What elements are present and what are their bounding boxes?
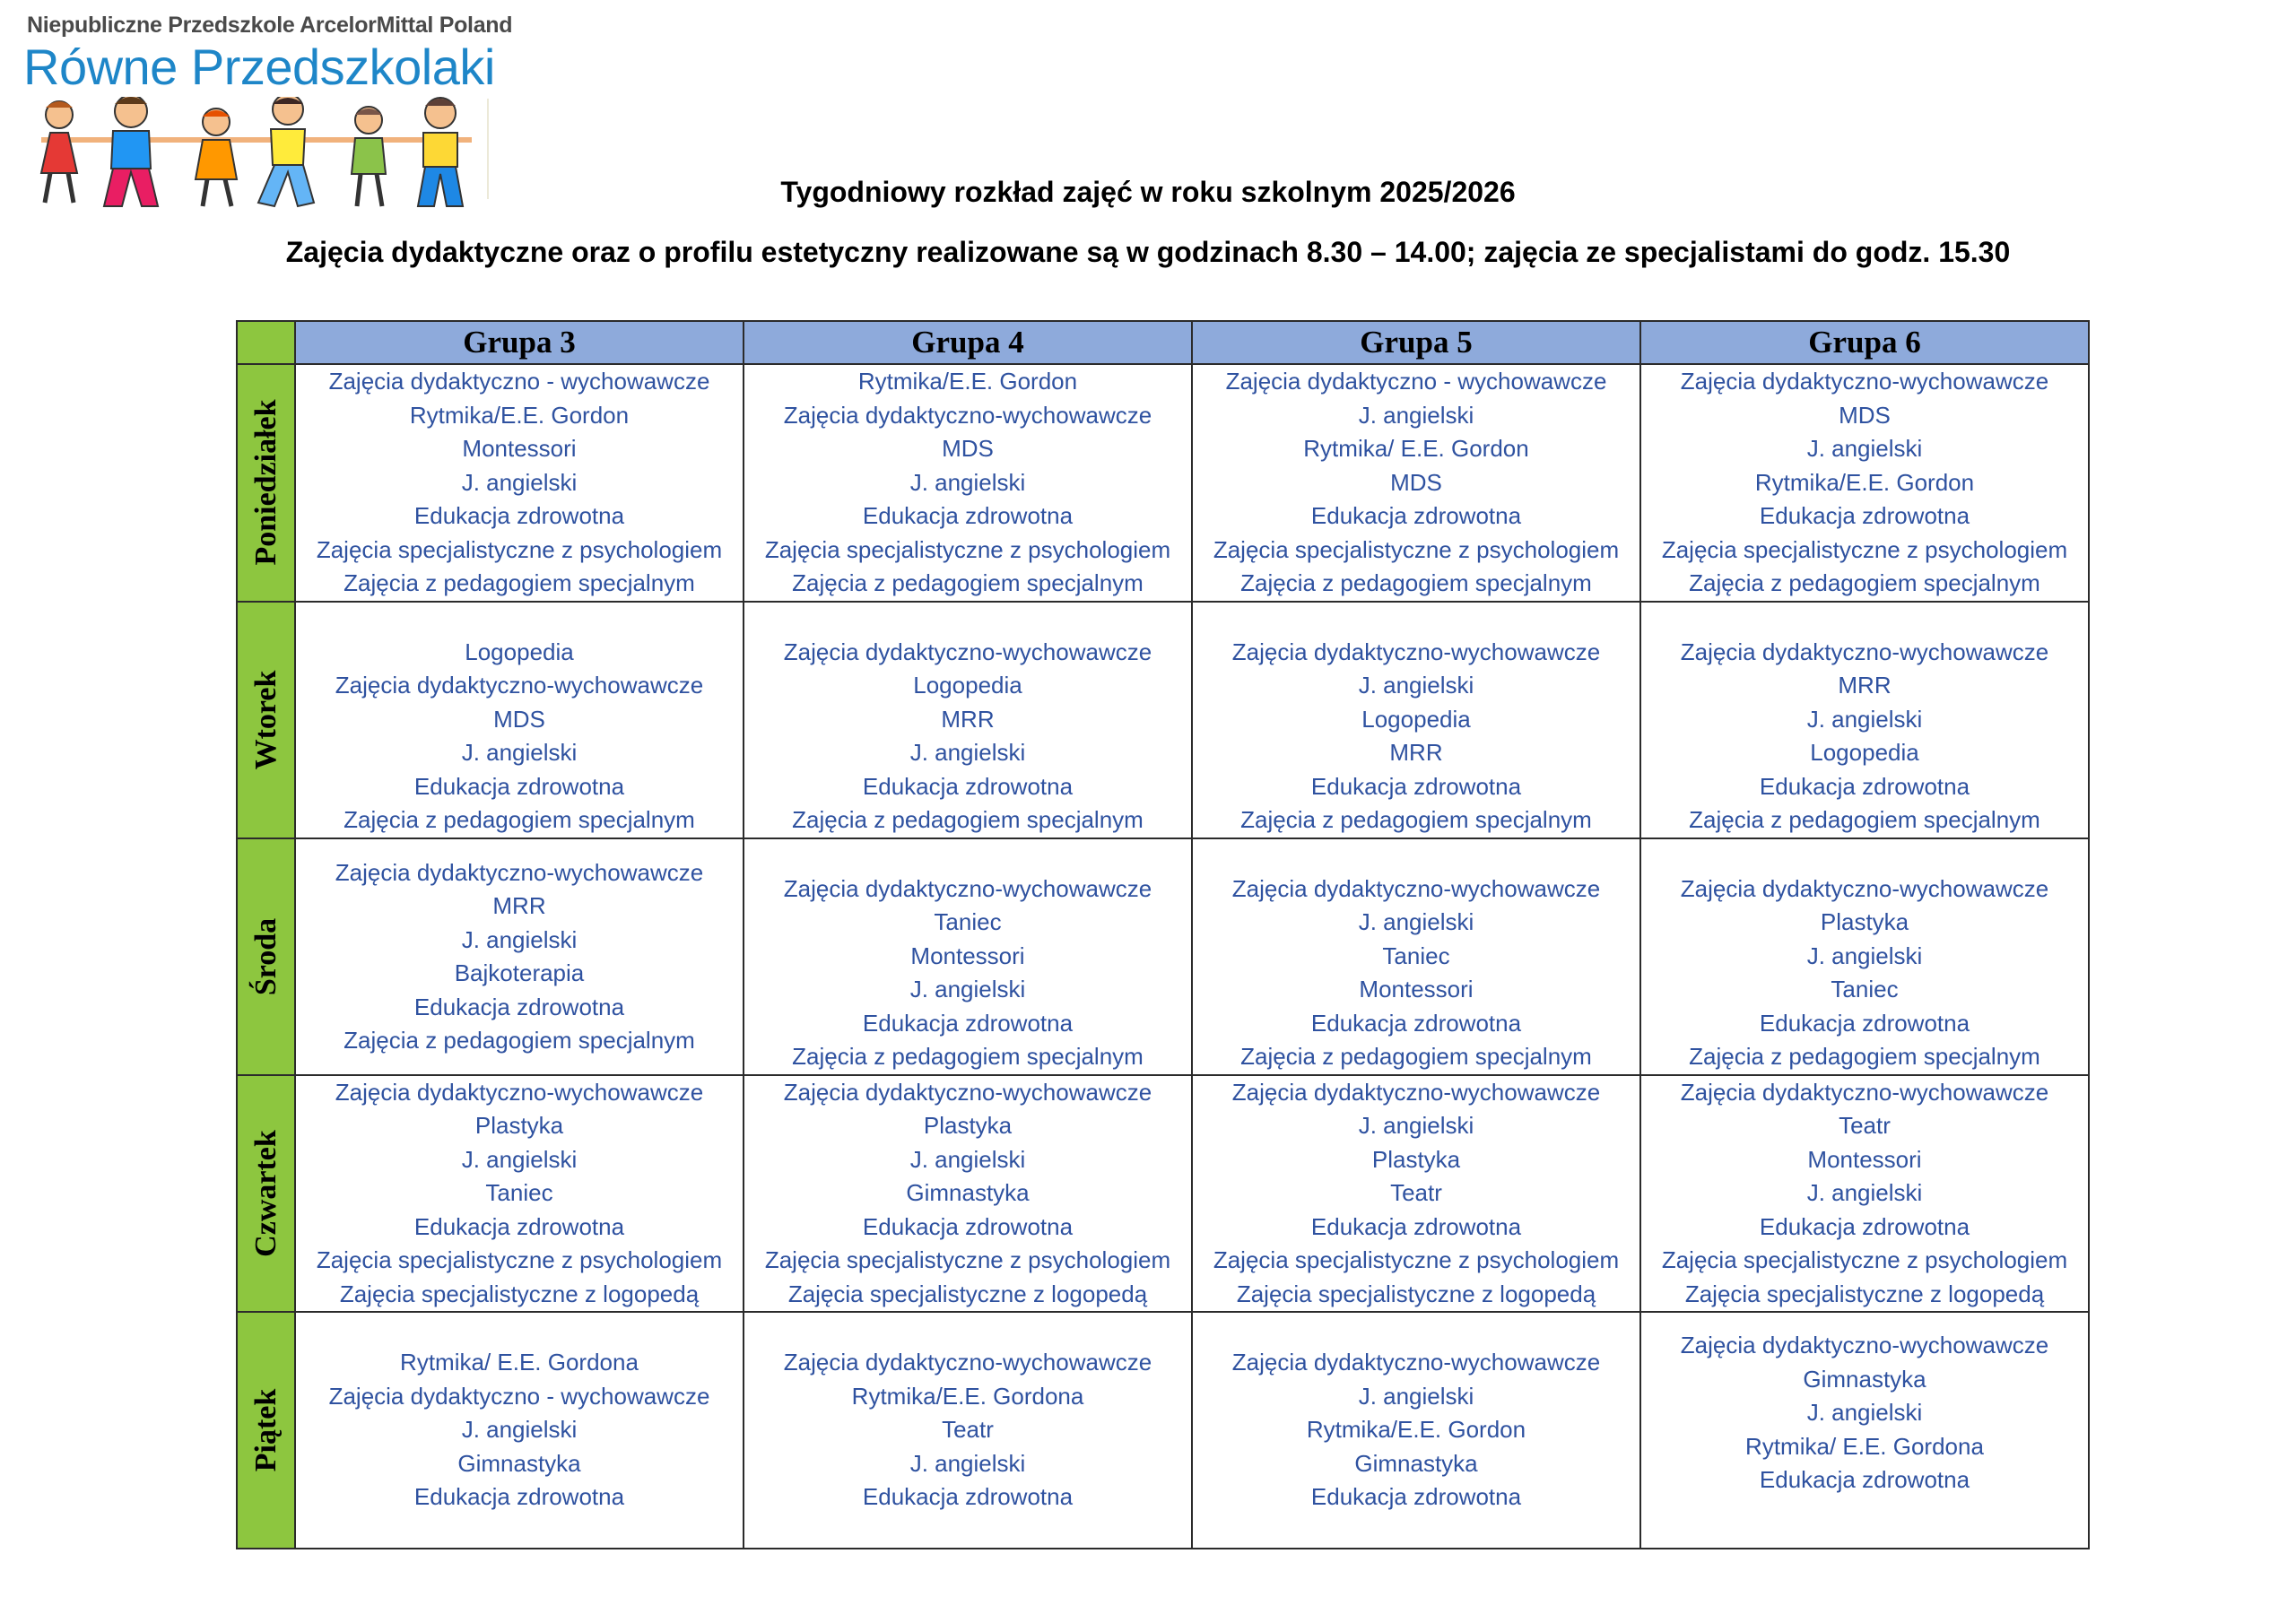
activity-item: J. angielski (1358, 1112, 1474, 1139)
activity-item: Plastyka (474, 1112, 564, 1139)
activity-item: Zajęcia dydaktyczno-wychowawcze (335, 672, 704, 699)
activity-item: Zajęcia z pedagogiem specjalnym (344, 1027, 695, 1054)
activity-item: J. angielski (909, 468, 1026, 496)
header-corner (237, 321, 295, 364)
group-header: Grupa 6 (1640, 321, 2089, 364)
schedule-cell (744, 1312, 1192, 1549)
day-row-poniedzialek (237, 364, 2089, 602)
activity-item: Edukacja zdrowotna (862, 1212, 1074, 1240)
activity-item: Montessori (1359, 976, 1474, 1002)
activity-item: Edukacja zdrowotna (1310, 1009, 1522, 1037)
day-label-cell (237, 602, 295, 838)
schedule-cell (744, 838, 1192, 1075)
activity-item: Taniec (934, 908, 1002, 935)
day-row-sroda (237, 838, 2089, 1075)
activity-item: Zajęcia dydaktyczno - wychowawcze (328, 368, 710, 395)
activity-item: Plastyka (923, 1112, 1013, 1139)
schedule-cell (295, 1312, 744, 1549)
activity-item: Montessori (462, 435, 577, 462)
activity-item: Edukacja zdrowotna (862, 1483, 1074, 1510)
activity-item: Zajęcia specjalistyczne z logopedą (339, 1280, 700, 1307)
day-row-czwartek (237, 1075, 2089, 1313)
day-row-piatek (237, 1312, 2089, 1549)
activity-item: Zajęcia dydaktyczno-wychowawcze (1231, 1078, 1601, 1106)
activity-item: Zajęcia dydaktyczno-wychowawcze (335, 1078, 704, 1106)
activity-item: Edukacja zdrowotna (862, 772, 1074, 800)
activity-item: Edukacja zdrowotna (413, 502, 625, 529)
activity-item: Rytmika/ E.E. Gordon (1303, 435, 1529, 462)
activity-item: Zajęcia dydaktyczno-wychowawcze (1231, 638, 1601, 665)
activity-item: Zajęcia specjalistyczne z logopedą (787, 1280, 1148, 1307)
group-header: Grupa 4 (744, 321, 1192, 364)
day-label: Czwartek (248, 1129, 283, 1257)
activity-item: Edukacja zdrowotna (1759, 1009, 1970, 1037)
activity-item: Edukacja zdrowotna (413, 993, 625, 1020)
schedule-cell (295, 602, 744, 838)
activity-item: MDS (493, 705, 545, 733)
activity-item: Montessori (910, 942, 1025, 969)
activity-item: Zajęcia z pedagogiem specjalnym (792, 569, 1144, 596)
activity-item: Zajęcia dydaktyczno-wychowawcze (1680, 1078, 2049, 1106)
activity-item: Zajęcia dydaktyczno-wychowawcze (1680, 368, 2049, 395)
activity-item: Rytmika/E.E. Gordon (857, 368, 1078, 395)
activity-item: Edukacja zdrowotna (1759, 1212, 1970, 1240)
schedule-cell (1640, 838, 2089, 1075)
activity-item: J. angielski (461, 1416, 578, 1443)
activity-item: Zajęcia dydaktyczno-wychowawcze (783, 1078, 1152, 1106)
activity-item: J. angielski (1806, 435, 1923, 462)
schedule-cell (744, 602, 1192, 838)
activity-item: Zajęcia z pedagogiem specjalnym (1240, 569, 1592, 596)
day-label: Poniedziałek (248, 399, 283, 566)
activity-item: Bajkoterapia (454, 959, 585, 986)
activity-item: Rytmika/E.E. Gordona (851, 1382, 1084, 1410)
activity-item: Zajęcia dydaktyczno-wychowawcze (1680, 874, 2049, 902)
weekly-schedule-table (236, 320, 2090, 1549)
activity-item: J. angielski (909, 739, 1026, 766)
activity-item: Zajęcia specjalistyczne z psychologiem (1213, 1246, 1620, 1273)
activity-item: Zajęcia dydaktyczno - wychowawcze (328, 1382, 710, 1410)
activity-item: MDS (1390, 468, 1442, 496)
activity-item: Zajęcia specjalistyczne z psychologiem (1661, 1246, 2068, 1273)
activity-item: Zajęcia z pedagogiem specjalnym (1240, 806, 1592, 833)
schedule-cell (1192, 364, 1640, 602)
activity-item: J. angielski (909, 1449, 1026, 1477)
logo-org-line: Niepubliczne Przedszkole ArcelorMittal Poland (27, 13, 513, 38)
schedule-cell (1640, 1312, 2089, 1549)
activity-item: Zajęcia specjalistyczne z psychologiem (764, 1246, 1171, 1273)
activity-item: Zajęcia dydaktyczno-wychowawcze (783, 638, 1152, 665)
activity-item: Zajęcia z pedagogiem specjalnym (792, 1043, 1144, 1070)
activity-item: Zajęcia z pedagogiem specjalnym (1689, 1043, 2040, 1070)
activity-item: MRR (941, 705, 995, 733)
activity-item: Zajęcia dydaktyczno-wychowawcze (1680, 638, 2049, 665)
activity-item: Zajęcia dydaktyczno-wychowawcze (1231, 1349, 1601, 1376)
activity-item: Montessori (1807, 1145, 1922, 1173)
activity-item: Zajęcia z pedagogiem specjalnym (344, 569, 695, 596)
activity-item: J. angielski (461, 1145, 578, 1173)
activity-item: J. angielski (1806, 705, 1923, 733)
activity-item: Teatr (942, 1416, 994, 1443)
activity-item: MDS (1839, 401, 1891, 429)
activity-item: Zajęcia dydaktyczno-wychowawcze (783, 401, 1152, 429)
activity-item: Edukacja zdrowotna (1310, 502, 1522, 529)
activity-item: Edukacja zdrowotna (1310, 1483, 1522, 1510)
activity-item: Zajęcia specjalistyczne z logopedą (1236, 1280, 1596, 1307)
activity-item: Rytmika/E.E. Gordon (1306, 1416, 1526, 1443)
activity-item: J. angielski (461, 925, 578, 953)
schedule-cell (1192, 1075, 1640, 1313)
activity-item: Rytmika/E.E. Gordon (1754, 468, 1975, 496)
activity-item: Zajęcia dydaktyczno-wychowawcze (783, 874, 1152, 902)
activity-item: J. angielski (1358, 401, 1474, 429)
activity-item: Rytmika/ E.E. Gordona (400, 1349, 639, 1376)
activity-item: Edukacja zdrowotna (862, 502, 1074, 529)
day-label: Środa (248, 917, 283, 995)
activity-item: Zajęcia dydaktyczno-wychowawcze (1231, 874, 1601, 902)
activity-item: J. angielski (461, 468, 578, 496)
activity-item: Zajęcia z pedagogiem specjalnym (1689, 569, 2040, 596)
activity-item: Edukacja zdrowotna (1759, 502, 1970, 529)
day-label: Piątek (248, 1388, 283, 1472)
activity-item: Taniec (1831, 976, 1899, 1002)
activity-item: Zajęcia dydaktyczno-wychowawcze (783, 1349, 1152, 1376)
activity-item: MRR (1389, 739, 1443, 766)
schedule-title: Tygodniowy rozkład zajęć w roku szkolnym 2025/2026 (780, 176, 1516, 208)
activity-item: Rytmika/E.E. Gordon (409, 401, 630, 429)
group-header-row (237, 321, 2089, 364)
activity-item: J. angielski (1358, 672, 1474, 699)
activity-item: Zajęcia dydaktyczno - wychowawcze (1225, 368, 1607, 395)
activity-item: J. angielski (1358, 908, 1474, 935)
schedule-cell (744, 364, 1192, 602)
schedule-cell (1192, 602, 1640, 838)
day-label-cell (237, 1312, 295, 1549)
activity-item: Zajęcia specjalistyczne z psychologiem (1213, 535, 1620, 563)
activity-item: Logopedia (465, 638, 574, 665)
day-label: Wtorek (248, 670, 283, 769)
activity-item: Logopedia (1361, 705, 1471, 733)
schedule-cell (1640, 1075, 2089, 1313)
activity-item: Logopedia (1810, 739, 1919, 766)
activity-item: Edukacja zdrowotna (1759, 1466, 1970, 1493)
activity-item: J. angielski (1806, 1179, 1923, 1206)
activity-item: Taniec (485, 1179, 553, 1206)
activity-item: J. angielski (1806, 942, 1923, 969)
schedule-cell (295, 1075, 744, 1313)
activity-item: Edukacja zdrowotna (413, 772, 625, 800)
activity-item: Gimnastyka (906, 1179, 1030, 1206)
activity-item: MRR (1838, 672, 1892, 699)
activity-item: Edukacja zdrowotna (1310, 1212, 1522, 1240)
activity-item: Zajęcia z pedagogiem specjalnym (792, 806, 1144, 833)
activity-item: J. angielski (909, 1145, 1026, 1173)
activity-item: Edukacja zdrowotna (1310, 772, 1522, 800)
activity-item: MDS (942, 435, 994, 462)
activity-item: J. angielski (1358, 1382, 1474, 1410)
activity-item: Zajęcia specjalistyczne z psychologiem (316, 535, 723, 563)
day-label-cell (237, 364, 295, 602)
day-row-wtorek (237, 602, 2089, 838)
activity-item: Zajęcia specjalistyczne z psychologiem (764, 535, 1171, 563)
activity-item: Zajęcia specjalistyczne z psychologiem (316, 1246, 723, 1273)
activity-item: Zajęcia z pedagogiem specjalnym (1689, 806, 2040, 833)
activity-item: J. angielski (461, 739, 578, 766)
schedule-cell (1640, 364, 2089, 602)
schedule-cell (295, 838, 744, 1075)
activity-item: Teatr (1390, 1179, 1442, 1206)
day-label-cell (237, 1075, 295, 1313)
activity-item: Zajęcia specjalistyczne z logopedą (1684, 1280, 2045, 1307)
activity-item: Plastyka (1371, 1145, 1461, 1173)
activity-item: Teatr (1839, 1112, 1891, 1139)
logo-brand-name: Równe Przedszkolaki (23, 39, 495, 95)
activity-item: J. angielski (1806, 1399, 1923, 1426)
activity-item: Plastyka (1820, 908, 1909, 935)
activity-item: Zajęcia specjalistyczne z psychologiem (1661, 535, 2068, 563)
activity-item: Zajęcia z pedagogiem specjalnym (1240, 1043, 1592, 1070)
schedule-cell (1192, 838, 1640, 1075)
schedule-cell (1640, 602, 2089, 838)
activity-item: J. angielski (909, 976, 1026, 1002)
schedule-subtitle: Zajęcia dydaktyczne oraz o profilu estetyczny realizowane są w godzinach 8.30 – 14.00; zajęcia ze specjalistami do godz. 15.30 (285, 236, 2011, 268)
group-header: Grupa 5 (1192, 321, 1640, 364)
activity-item: Edukacja zdrowotna (413, 1483, 625, 1510)
activity-item: Gimnastyka (457, 1449, 581, 1477)
activity-item: MRR (492, 892, 546, 919)
activity-item: Edukacja zdrowotna (1759, 772, 1970, 800)
activity-item: Zajęcia dydaktyczno-wychowawcze (335, 858, 704, 886)
activity-item: Gimnastyka (1803, 1365, 1926, 1393)
schedule-cell (1192, 1312, 1640, 1549)
activity-item: Taniec (1382, 942, 1450, 969)
group-header: Grupa 3 (295, 321, 744, 364)
activity-item: Edukacja zdrowotna (413, 1212, 625, 1240)
activity-item: Zajęcia z pedagogiem specjalnym (344, 806, 695, 833)
activity-item: Gimnastyka (1354, 1449, 1478, 1477)
day-label-cell (237, 838, 295, 1075)
schedule-cell (295, 364, 744, 602)
activity-item: Logopedia (913, 672, 1022, 699)
activity-item: Edukacja zdrowotna (862, 1009, 1074, 1037)
schedule-cell (744, 1075, 1192, 1313)
activity-item: Zajęcia dydaktyczno-wychowawcze (1680, 1332, 2049, 1358)
activity-item: Rytmika/ E.E. Gordona (1745, 1432, 1984, 1460)
